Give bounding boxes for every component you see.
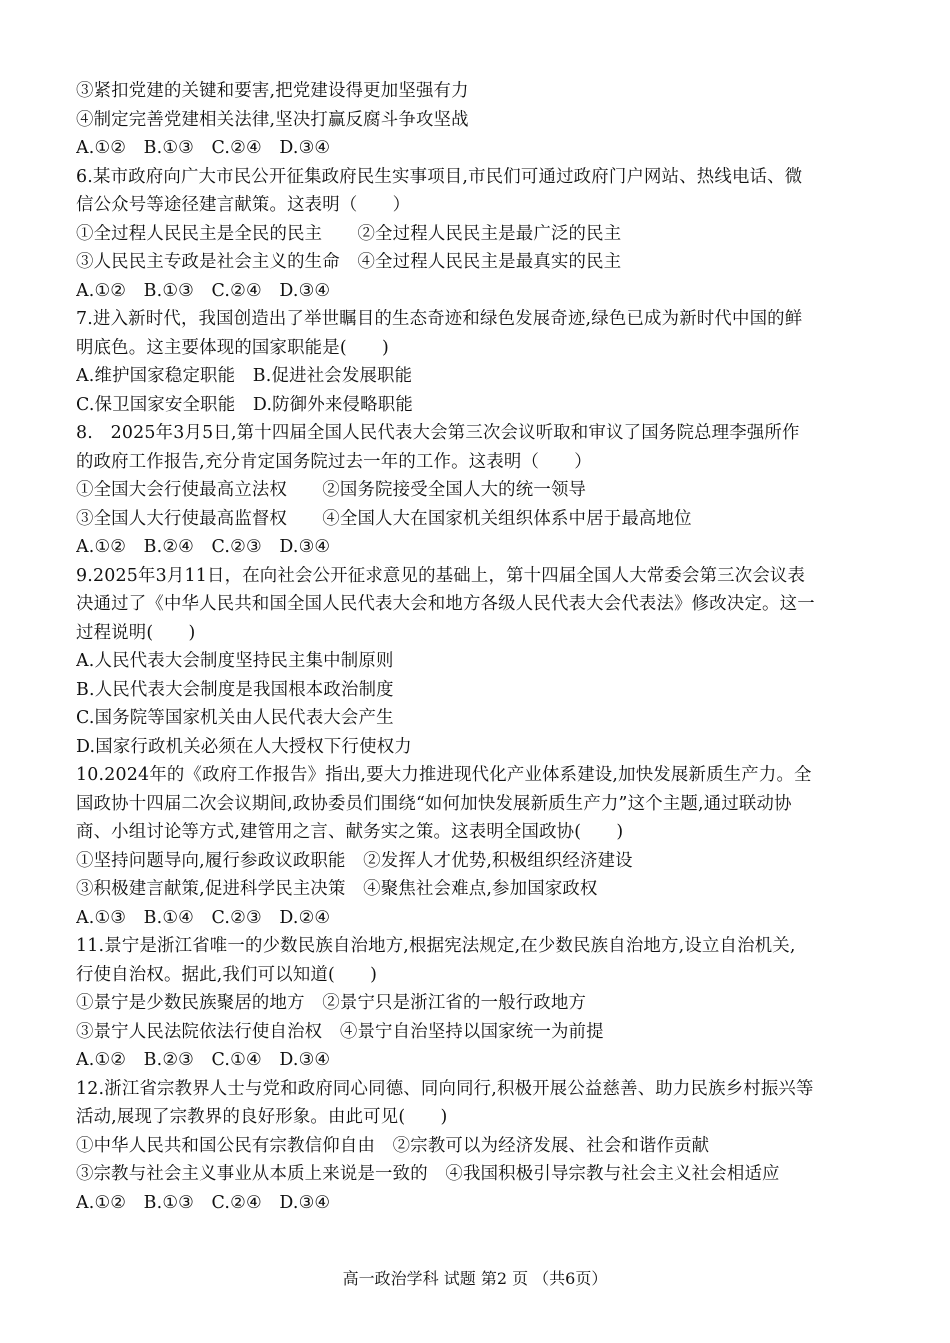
question-9-stem: 9.2025年3月11日，在向社会公开征求意见的基础上，第十四届全国人大常委会第三次会议表 xyxy=(76,565,806,586)
answer-choices: A.①② B.①③ C.②④ D.③④ xyxy=(76,138,331,158)
option-line: ①景宁是少数民族聚居的地方 ②景宁只是浙江省的一般行政地方 xyxy=(76,993,587,1013)
question-11-stem: 11.景宁是浙江省唯一的少数民族自治地方,根据宪法规定,在少数民族自治地方,设立自治机关, xyxy=(76,936,796,956)
option-line: C.国务院等国家机关由人民代表大会产生 xyxy=(76,708,394,728)
answer-choices: A.①② B.①③ C.②④ D.③④ xyxy=(76,280,331,301)
option-line: ③积极建言献策,促进科学民主决策 ④聚焦社会难点,参加国家政权 xyxy=(76,879,598,899)
question-7-stem: 7.进入新时代，我国创造出了举世瞩目的生态奇迹和绿色发展奇迹,绿色已成为新时代中国的鲜 xyxy=(76,309,803,329)
page-footer: 高一政治学科 试题 第2 页 （共6页） xyxy=(342,1269,608,1288)
question-9-stem: 过程说明( ) xyxy=(76,622,196,643)
question-9-stem: 决通过了《中华人民共和国全国人民代表大会和地方各级人民代表大会代表法》修改决定。这一 xyxy=(76,594,815,614)
question-6-stem: 信公众号等途径建言献策。这表明（ ） xyxy=(76,195,411,215)
answer-choices: A.①③ B.①④ C.②③ D.②④ xyxy=(76,907,331,928)
question-10-stem: 商、小组讨论等方式,建管用之言、献务实之策。这表明全国政协( ) xyxy=(76,822,624,842)
option-line: D.国家行政机关必须在人大授权下行使权力 xyxy=(76,736,412,757)
option-line: ③紧扣党建的关键和要害,把党建设得更加坚强有力 xyxy=(76,81,469,101)
option-line: ①坚持问题导向,履行参政议政职能 ②发挥人才优势,积极组织经济建设 xyxy=(76,850,633,871)
question-content xyxy=(76,77,876,1217)
answer-choices: A.①② B.②③ C.①④ D.③④ xyxy=(76,1050,331,1070)
option-line: ④制定完善党建相关法律,坚决打赢反腐斗争攻坚战 xyxy=(76,109,469,130)
answer-choices: A.①② B.②④ C.②③ D.③④ xyxy=(76,537,331,557)
option-line: ①中华人民共和国公民有宗教信仰自由 ②宗教可以为经济发展、社会和谐作贡献 xyxy=(76,1135,710,1156)
question-11-stem: 行使自治权。据此,我们可以知道( ) xyxy=(76,964,378,985)
question-10-stem: 国政协十四届二次会议期间,政协委员们围绕“如何加快发展新质生产力”这个主题,通过联动协 xyxy=(76,793,792,814)
option-line: A.维护国家稳定职能 B.促进社会发展职能 xyxy=(76,366,413,386)
option-line: A.人民代表大会制度坚持民主集中制原则 xyxy=(76,651,394,671)
option-line: ③人民民主专政是社会主义的生命 ④全过程人民民主是最真实的民主 xyxy=(76,252,622,272)
question-10-stem: 10.2024年的《政府工作报告》指出,要大力推进现代化产业体系建设,加快发展新质生产力。全 xyxy=(76,765,812,785)
option-line: ③宗教与社会主义事业从本质上来说是一致的 ④我国积极引导宗教与社会主义社会相适应 xyxy=(76,1164,780,1184)
option-line: B.人民代表大会制度是我国根本政治制度 xyxy=(76,679,394,700)
option-line: ③景宁人民法院依法行使自治权 ④景宁自治坚持以国家统一为前提 xyxy=(76,1021,604,1042)
answer-choices: A.①② B.①③ C.②④ D.③④ xyxy=(76,1192,331,1213)
question-8-stem: 的政府工作报告,充分肯定国务院过去一年的工作。这表明（ ） xyxy=(76,451,592,472)
question-8-stem: 8. 2025年3月5日,第十四届全国人民代表大会第三次会议听取和审议了国务院总理李强所作 xyxy=(76,423,800,443)
question-7-stem: 明底色。这主要体现的国家职能是( ) xyxy=(76,337,390,358)
question-12-stem: 12.浙江省宗教界人士与党和政府同心同德、同向同行,积极开展公益慈善、助力民族乡村振兴等 xyxy=(76,1078,814,1099)
question-6-stem: 6.某市政府向广大市民公开征集政府民生实事项目,市民们可通过政府门户网站、热线电话、微 xyxy=(76,166,803,187)
question-12-stem: 活动,展现了宗教界的良好形象。由此可见( ) xyxy=(76,1107,448,1127)
option-line: ③全国人大行使最高监督权 ④全国人大在国家机关组织体系中居于最高地位 xyxy=(76,508,692,529)
option-line: ①全过程人民民主是全民的民主 ②全过程人民民主是最广泛的民主 xyxy=(76,223,622,244)
option-line: C.保卫国家安全职能 D.防御外来侵略职能 xyxy=(76,394,413,415)
option-line: ①全国大会行使最高立法权 ②国务院接受全国人大的统一领导 xyxy=(76,480,587,500)
